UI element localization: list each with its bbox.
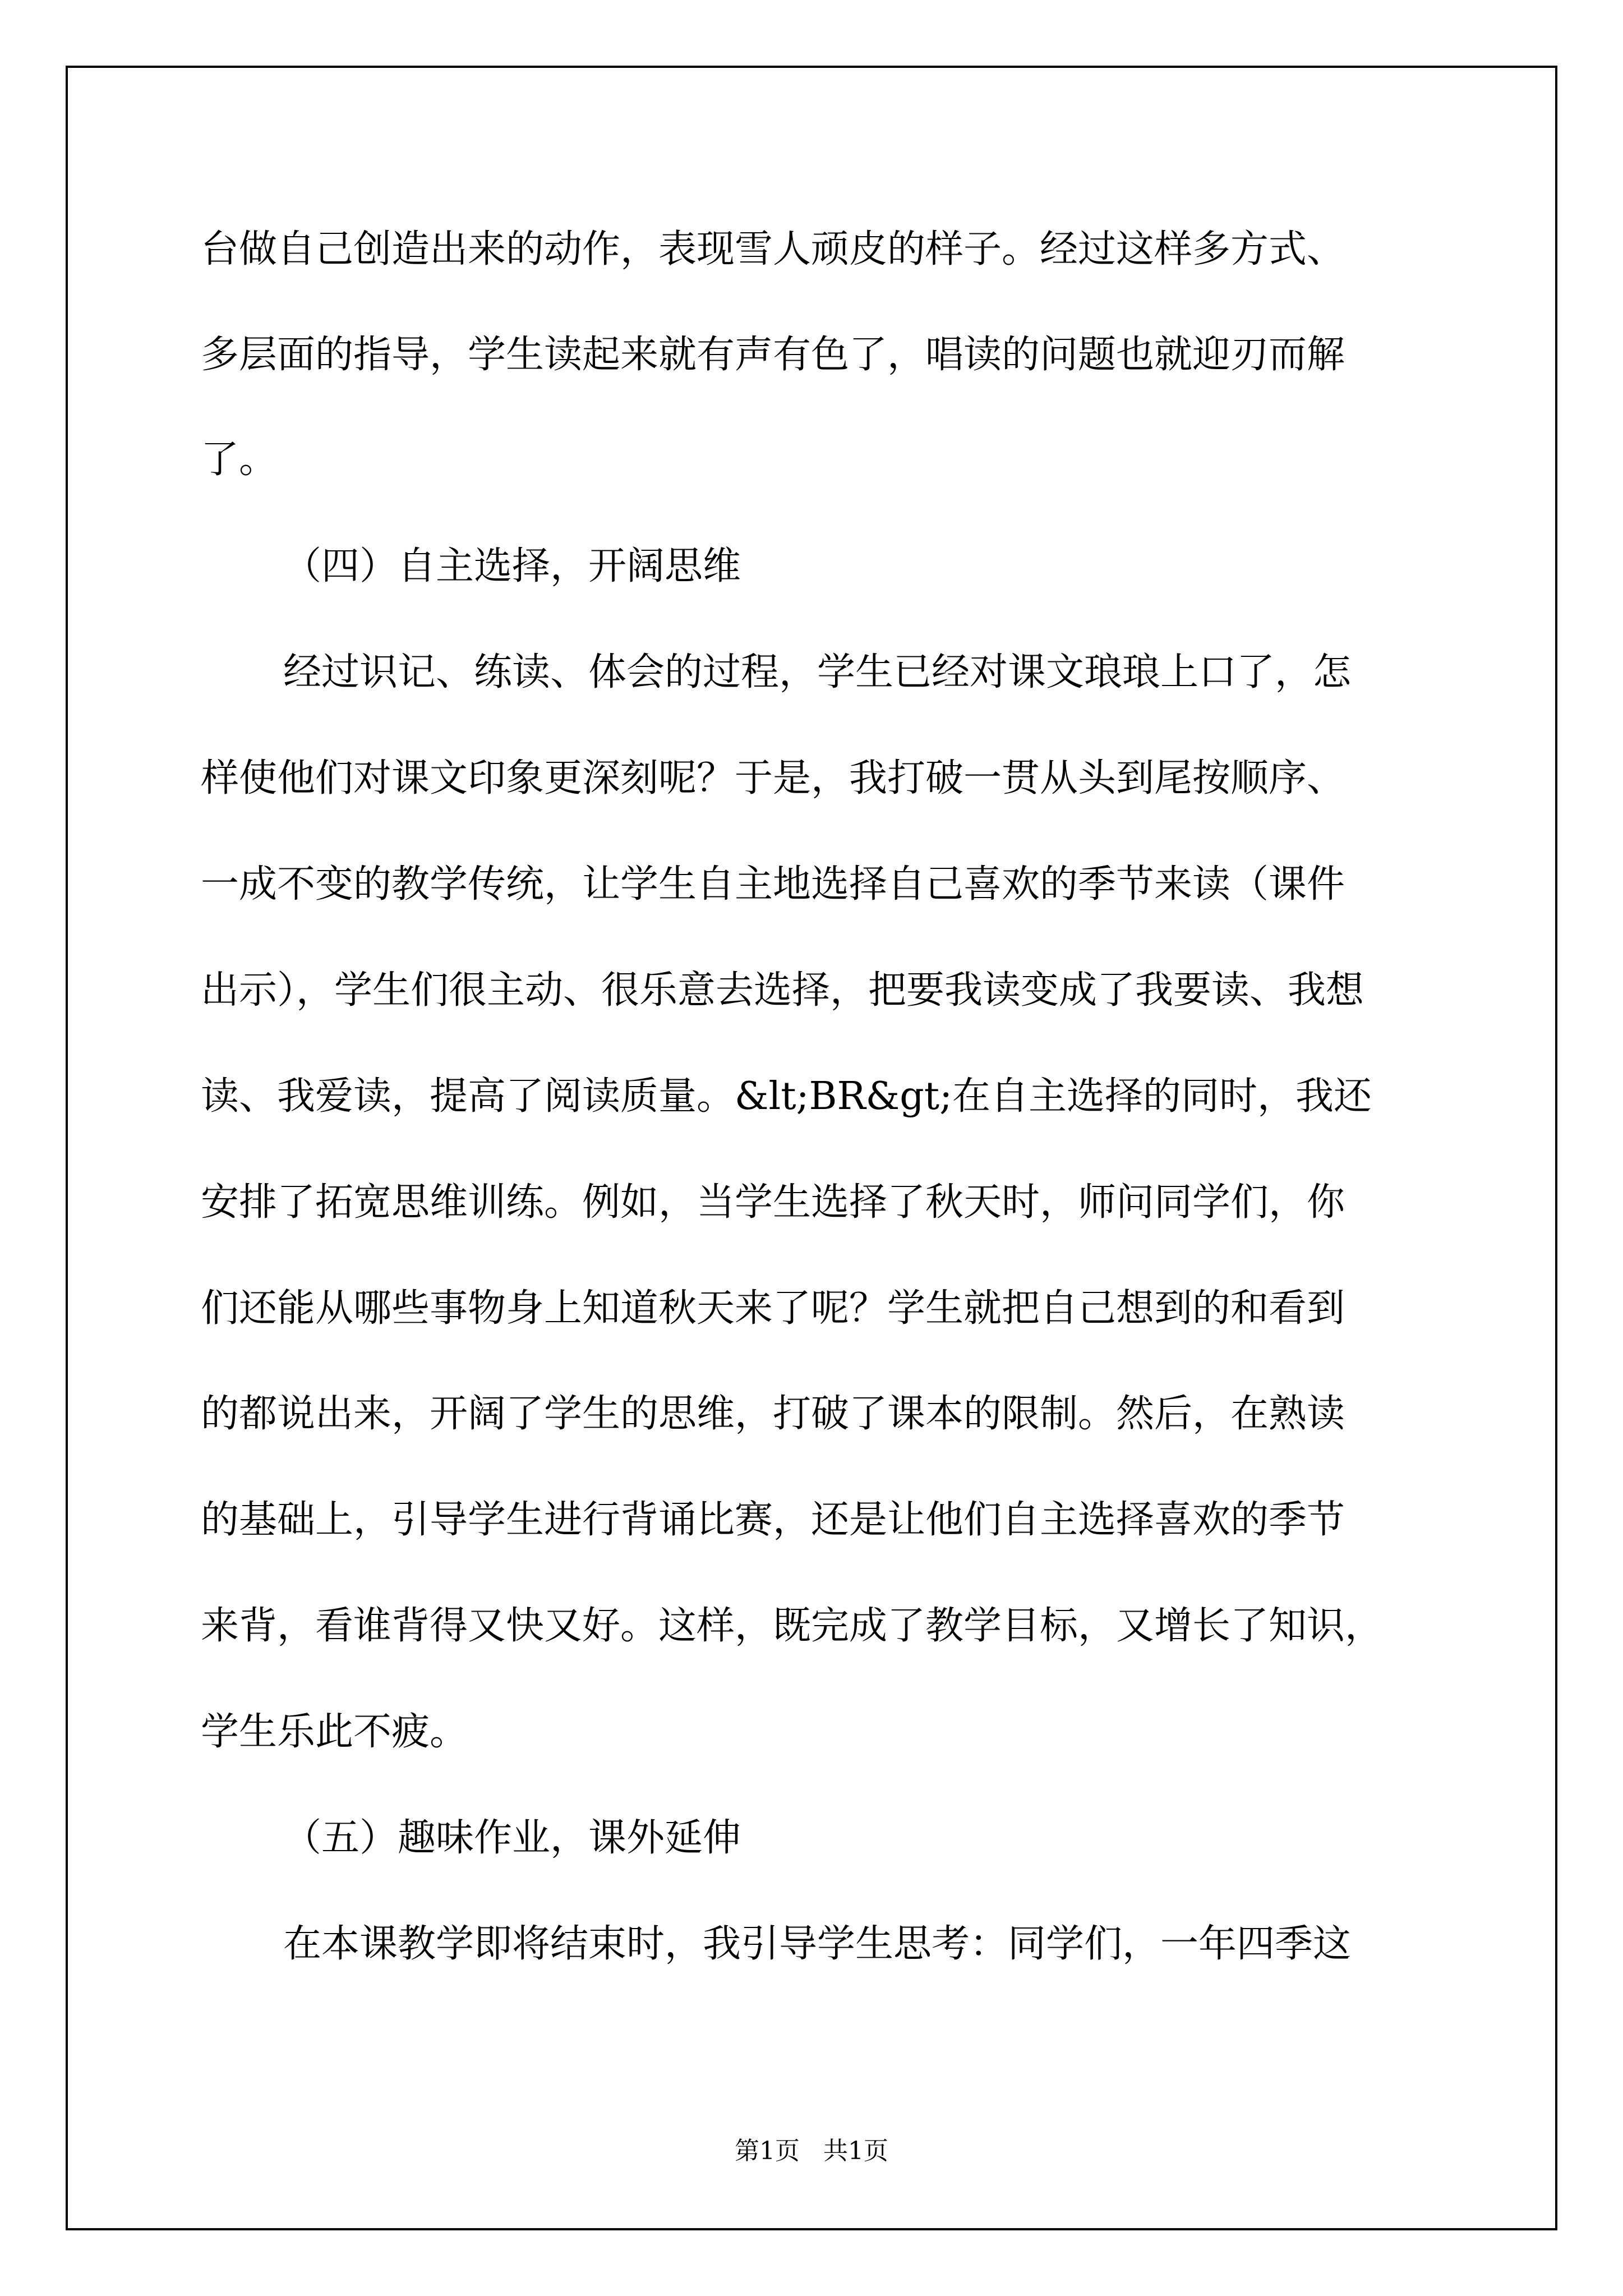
section-heading-5: （五）趣味作业，课外延伸: [283, 1816, 741, 1860]
text-line-3: 了。: [201, 438, 278, 482]
text-line-17: 在本课教学即将结束时，我引导学生思考：同学们，一年四季这: [283, 1922, 1352, 1966]
text-line-11: 们还能从哪些事物身上知道秋天来了呢？学生就把自己想到的和看到: [201, 1286, 1345, 1331]
text-line-15: 学生乐此不疲。: [201, 1710, 468, 1754]
text-line-8: 出示），学生们很主动、很乐意去选择，把要我读变成了我要读、我想: [201, 968, 1364, 1013]
page-border: [66, 66, 1557, 2230]
text-line-12: 的都说出来，开阔了学生的思维，打破了课本的限制。然后，在熟读: [201, 1392, 1345, 1436]
text-line-2: 多层面的指导，学生读起来就有声有色了，唱读的问题也就迎刃而解: [201, 333, 1345, 377]
text-line-1: 台做自己创造出来的动作，表现雪人顽皮的样子。经过这样多方式、: [201, 227, 1345, 272]
page-footer: 第1页 共1页: [735, 2137, 888, 2165]
text-line-7: 一成不变的教学传统，让学生自主地选择自己喜欢的季节来读（课件: [201, 862, 1345, 907]
text-line-9: 读、我爱读，提高了阅读质量。&lt;BR&gt;在自主选择的同时，我还: [201, 1074, 1372, 1119]
text-line-13: 的基础上，引导学生进行背诵比赛，还是让他们自主选择喜欢的季节: [201, 1498, 1345, 1542]
text-line-14: 来背，看谁背得又快又好。这样，既完成了教学目标，又增长了知识，: [201, 1604, 1384, 1648]
section-heading-4: （四）自主选择，开阔思维: [283, 544, 741, 588]
text-line-5: 经过识记、练读、体会的过程，学生已经对课文琅琅上口了，怎: [283, 650, 1352, 694]
text-line-10: 安排了拓宽思维训练。例如，当学生选择了秋天时，师问同学们，你: [201, 1180, 1345, 1225]
text-line-6: 样使他们对课文印象更深刻呢？于是，我打破一贯从头到尾按顺序、: [201, 756, 1345, 800]
